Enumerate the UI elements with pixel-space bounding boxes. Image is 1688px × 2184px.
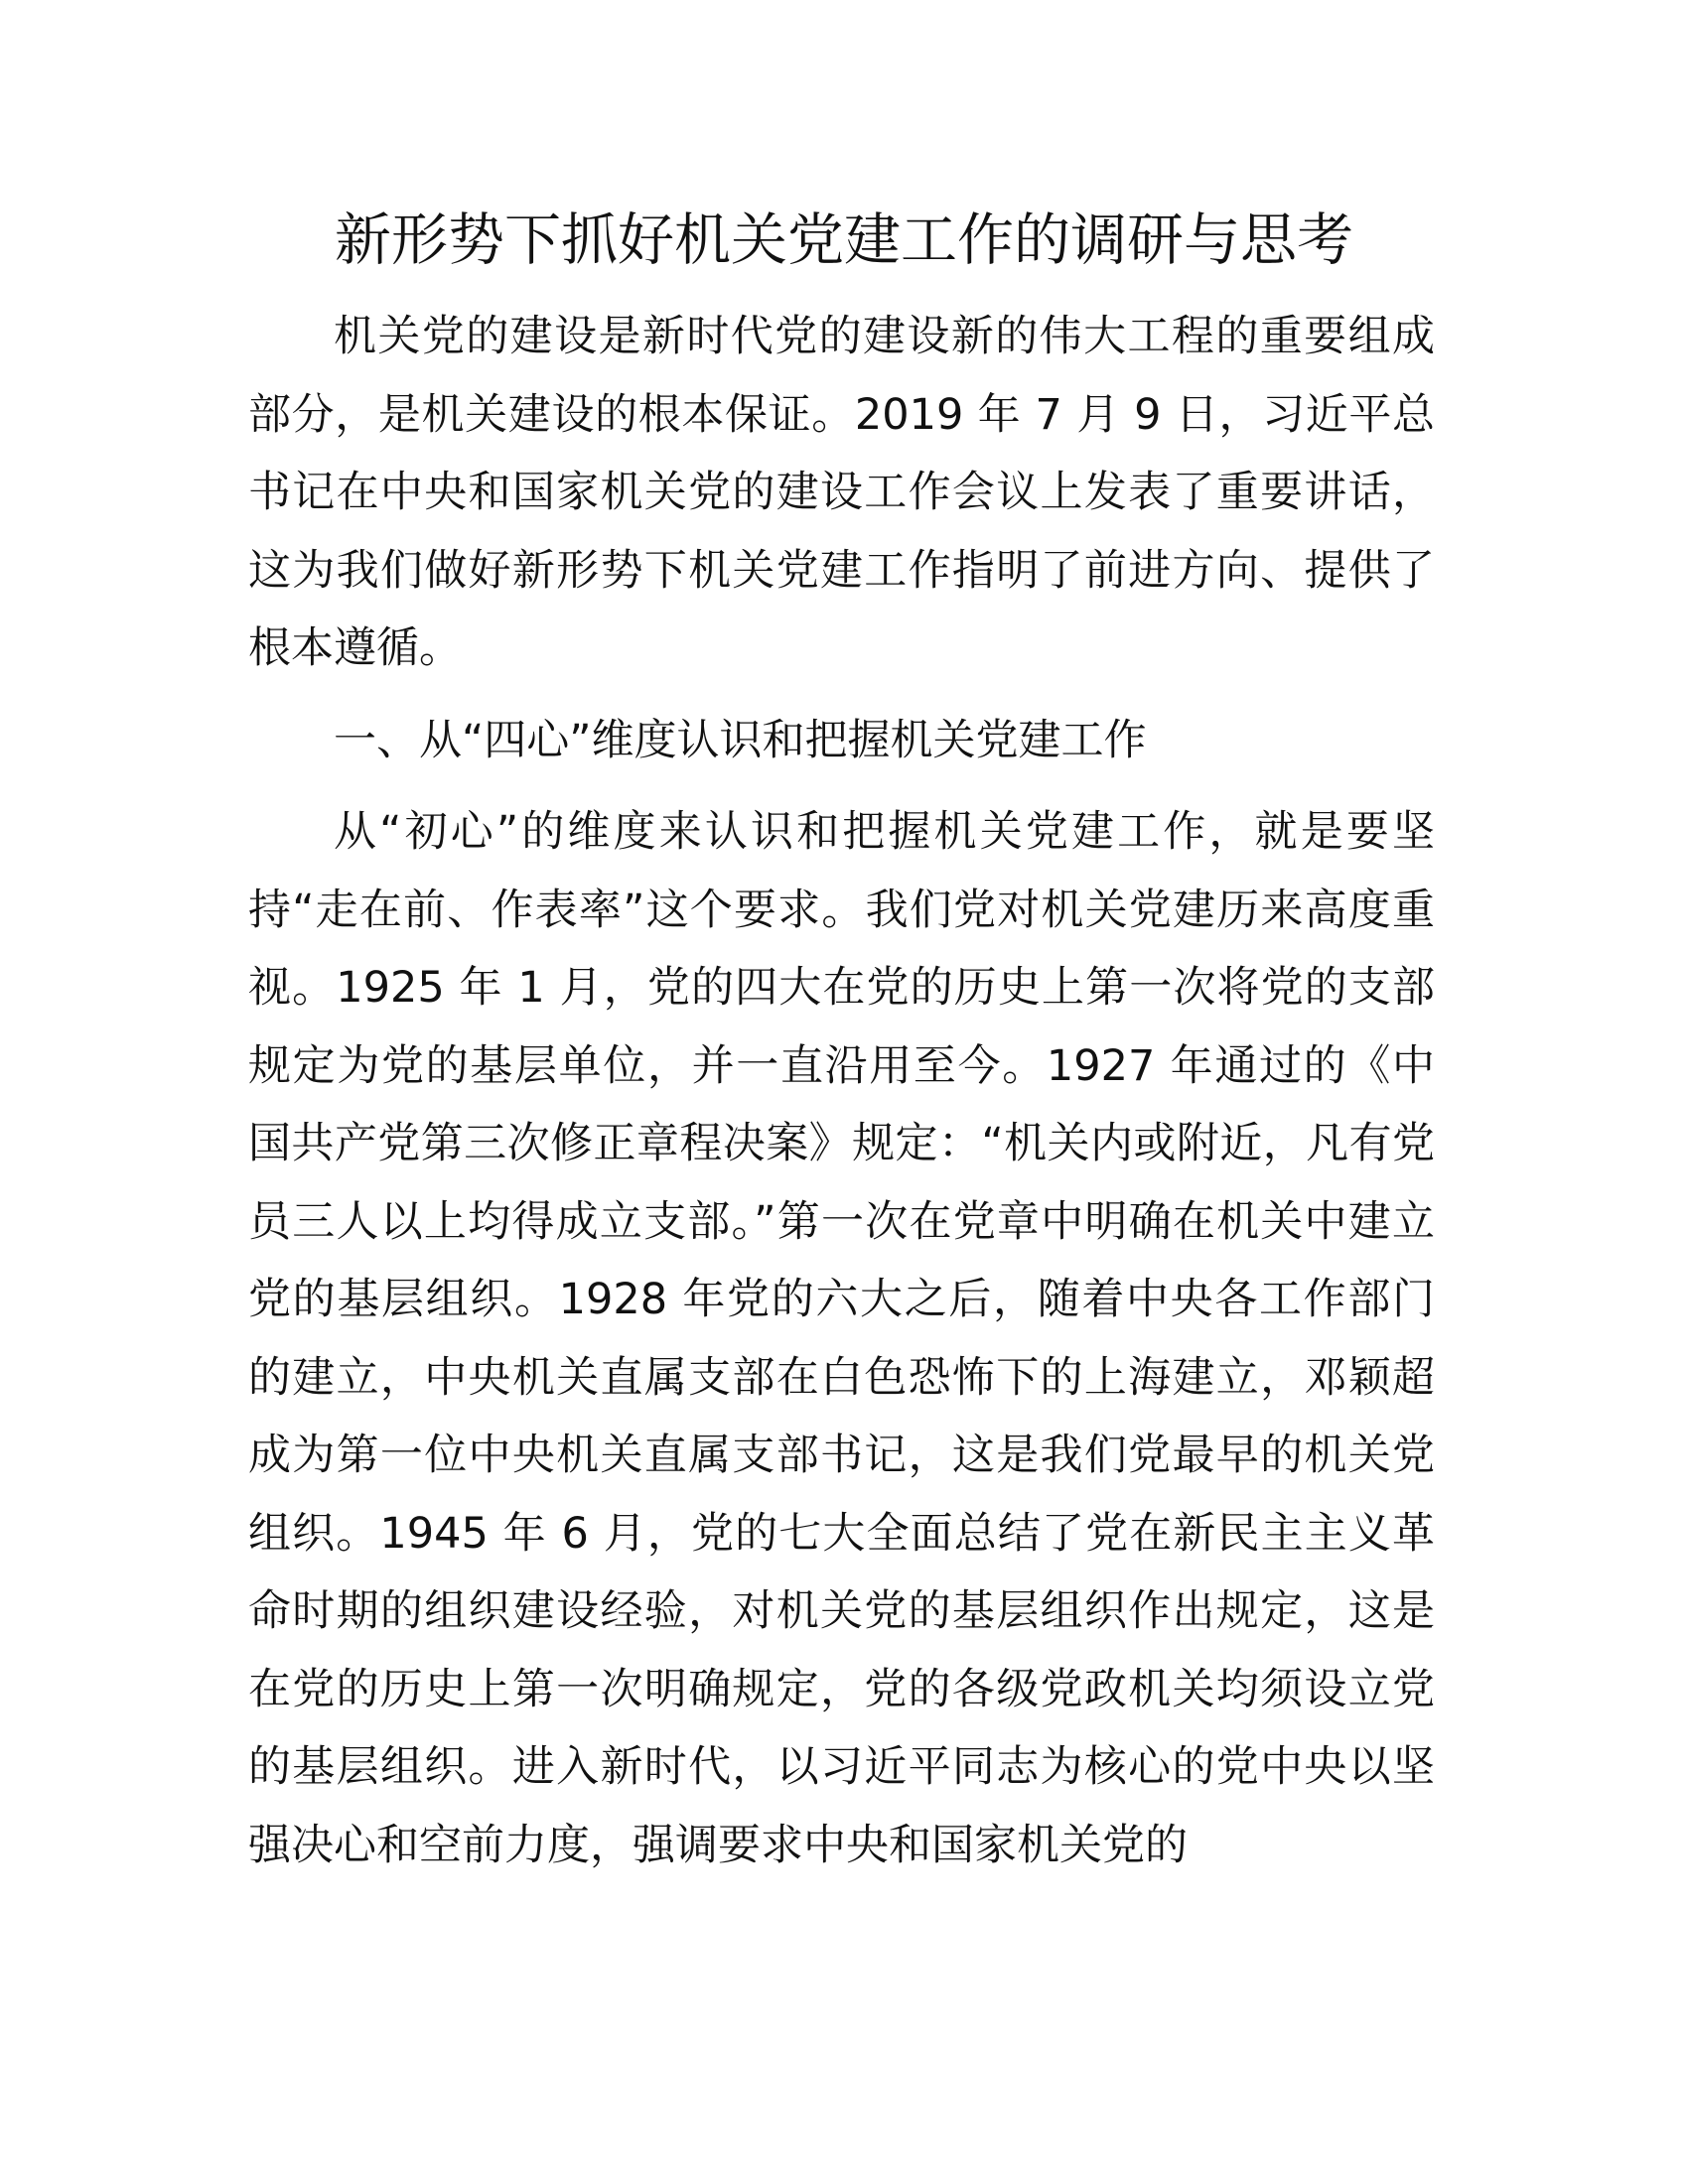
document-title: 新形势下抓好机关党建工作的调研与思考 <box>335 207 1353 273</box>
section-paragraph: 从“初心”的维度来认识和把握机关党建工作，就是要坚持“走在前、作表率”这个要求。我们党对机关党建历来高度重视。1925 年 1 月，党的四大在党的历史上第一次将党的支部规定为党的基层单位，并一直沿用至今。1927 年通过的《中国共产党第三次修正章程决案》规定：“机关内或附近，凡有党员三人以上均得成立支部。”第一次在党章中明确在机关中建立党的基层组织。1928 年党的六大之后，随着中央各工作部门的建立，中央机关直属支部在白色恐怖下的上海建立，邓颖超成为第一位中央机关直属支部书记，这是我们党最早的机关党组织。1945 年 6 月，党的七大全面总结了党在新民主主义革命时期的组织建设经验，对机关党的基层组织作出规定，这是在党的历史上第一次明确规定，党的各级党政机关均须设立党的基层组织。进入新时代，以习近平同志为核心的党中央以坚强决心和空前力度，强调要求中央和国家机关党的 <box>248 807 1435 1870</box>
paragraph-spacer <box>248 688 1435 702</box>
intro-paragraph: 机关党的建设是新时代党的建设新的伟大工程的重要组成部分，是机关建设的根本保证。2019 年 7 月 9 日，习近平总书记在中央和国家机关党的建设工作会议上发表了重要讲话，这为我们做好新形势下机关党建工作指明了前进方向、提供了根本遵循。 <box>248 312 1435 673</box>
document-body <box>248 298 1435 1884</box>
section-heading: 一、从“四心”维度认识和把握机关党建工作 <box>334 715 1147 765</box>
